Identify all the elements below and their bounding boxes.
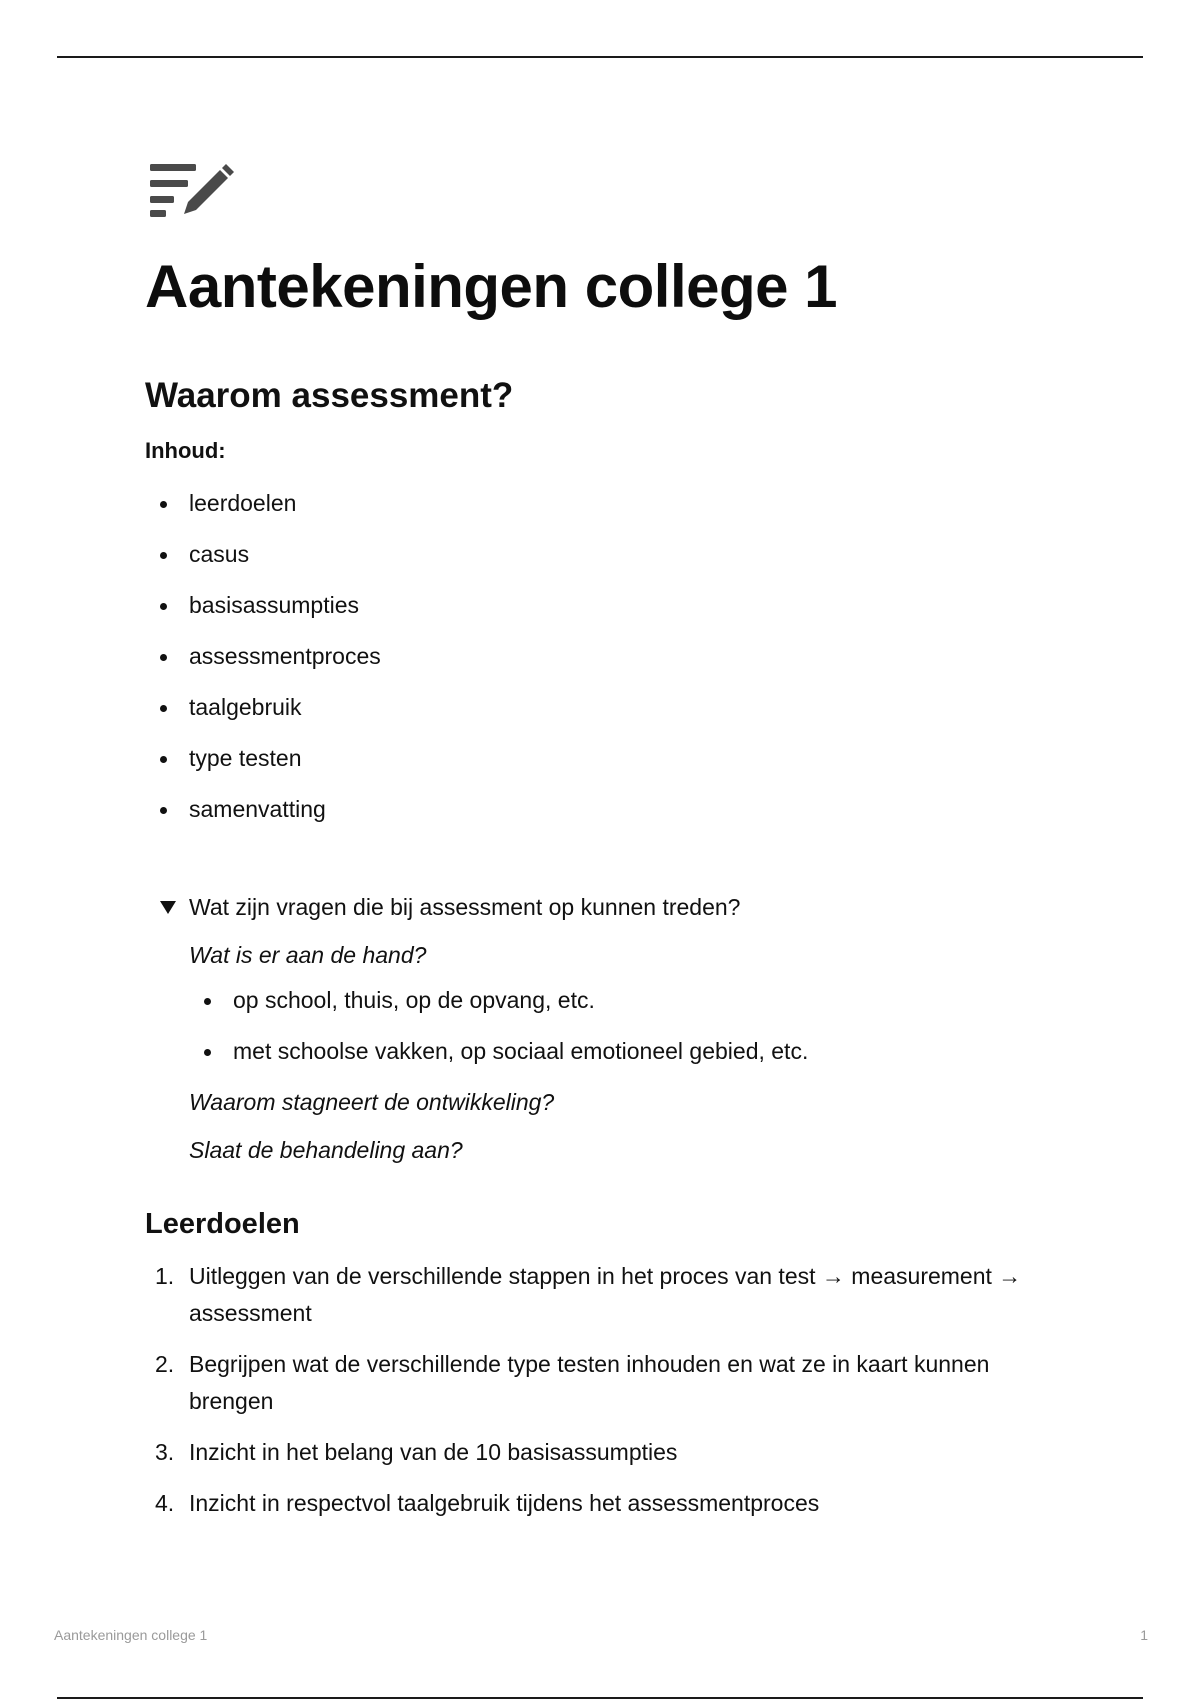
list-item: leerdoelen (145, 486, 381, 537)
list-item (145, 1258, 1045, 1332)
triangle-down-icon[interactable] (160, 901, 176, 914)
list-text: Uitleggen van de verschillende stappen in het proces van test → measurement → assessment (189, 1263, 1022, 1326)
goals-heading: Leerdoelen (145, 1208, 300, 1240)
top-rule (57, 56, 1143, 58)
list-item: assessmentproces (145, 639, 381, 690)
page-number: 1 (1140, 1627, 1148, 1643)
question-text: Wat is er aan de hand? (189, 942, 427, 968)
list-number: 2. (155, 1351, 175, 1377)
list-text: Inzicht in het belang van de 10 basisassumpties (189, 1439, 678, 1465)
toggle-content (145, 938, 808, 1167)
page-title: Aantekeningen college 1 (145, 253, 838, 320)
list-number: 3. (155, 1439, 175, 1465)
list-item (145, 1346, 1045, 1420)
list-item (145, 1485, 1045, 1522)
list-item: op school, thuis, op de opvang, etc. (189, 983, 808, 1034)
list-item: casus (145, 537, 381, 588)
list-item: met schoolse vakken, op sociaal emotioneel gebied, etc. (189, 1034, 808, 1085)
list-item (145, 1434, 1045, 1471)
question-text: Waarom stagneert de ontwikkeling? (189, 1089, 555, 1115)
footer-title: Aantekeningen college 1 (54, 1627, 208, 1643)
toggle-block (145, 890, 808, 1167)
toggle-question: Wat zijn vragen die bij assessment op kunnen treden? (189, 894, 741, 920)
list-item: taalgebruik (145, 690, 381, 741)
question-text: Slaat de behandeling aan? (189, 1137, 463, 1163)
list-item: samenvatting (145, 792, 381, 843)
list-item: basisassumpties (145, 588, 381, 639)
list-number: 1. (155, 1263, 175, 1289)
goals-list (145, 1258, 1045, 1536)
notes-pencil-icon (148, 162, 234, 218)
toggle-header[interactable] (145, 890, 808, 924)
list-number: 4. (155, 1490, 175, 1516)
contents-list (145, 486, 381, 843)
contents-label: Inhoud: (145, 438, 226, 463)
sub-list (189, 983, 808, 1085)
list-text: Inzicht in respectvol taalgebruik tijdens het assessmentproces (189, 1490, 820, 1516)
list-item: type testen (145, 741, 381, 792)
section-heading: Waarom assessment? (145, 376, 514, 415)
bottom-rule (57, 1697, 1143, 1699)
list-text: Begrijpen wat de verschillende type testen inhouden en wat ze in kaart kunnen brengen (189, 1351, 990, 1414)
